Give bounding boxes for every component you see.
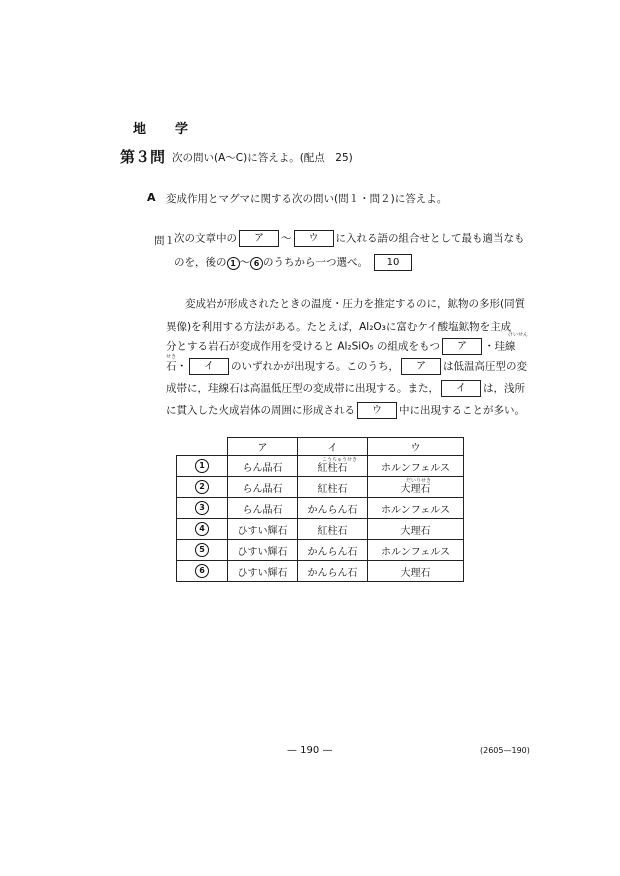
- table-cell: かんらん石: [297, 540, 367, 561]
- passage-line-1: 変成岩が形成されたときの温度・圧力を推定するのに，鉱物の多形(同質: [185, 298, 526, 310]
- option-number: 6: [195, 564, 209, 578]
- table-row: [177, 561, 464, 582]
- options-table: [176, 437, 464, 582]
- table-cell: らん晶石: [228, 456, 298, 477]
- blank-a-box: ア: [442, 338, 482, 355]
- section-letter: A: [147, 191, 156, 204]
- table-cell: 大理石: [367, 561, 463, 582]
- subject-title: 地 学: [133, 122, 197, 137]
- table-row: [177, 477, 464, 498]
- question-label: 問１: [154, 235, 175, 247]
- table-header-a: ア: [228, 438, 298, 456]
- table-cell: ひすい輝石: [228, 519, 298, 540]
- question-instruction: 次の問い(A～C)に答えよ。(配点 25): [172, 152, 353, 164]
- passage-line-5: 成帯に，珪線石は高温低圧型の変成帯に出現する。また， イ は，浅所: [166, 380, 525, 397]
- ruby-seki: せき: [166, 354, 177, 360]
- option-number: 1: [195, 459, 209, 473]
- passage-line-6: に貫入した火成岩体の周囲に形成される ウ 中に出現することが多い。: [166, 402, 525, 419]
- table-corner: [177, 438, 228, 456]
- blank-i-box: イ: [441, 380, 481, 397]
- passage-line-2: 異像)を利用する方法がある。たとえば，Al₂O₃に富むケイ酸塩鉱物を主成: [166, 321, 512, 333]
- option-number: 3: [195, 501, 209, 515]
- blank-u-box: ウ: [294, 230, 334, 247]
- table-cell: らん晶石: [228, 477, 298, 498]
- table-row: [177, 456, 464, 477]
- blank-a-box: ア: [239, 230, 279, 247]
- table-cell: かんらん石: [297, 498, 367, 519]
- table-cell: ひすい輝石: [228, 540, 298, 561]
- table-cell: こうちゅうせき 紅柱石: [297, 456, 367, 477]
- table-cell: 紅柱石: [297, 519, 367, 540]
- circled-number: 1: [227, 257, 240, 270]
- table-row: [177, 519, 464, 540]
- circled-number: 6: [250, 257, 263, 270]
- section-text: 変成作用とマグマに関する次の問い(問１・問２)に答えよ。: [166, 193, 448, 205]
- table-header-i: イ: [297, 438, 367, 456]
- table-row: [177, 498, 464, 519]
- page-code: (2605—190): [480, 746, 530, 755]
- page-number: — 190 —: [287, 745, 333, 756]
- option-number: 2: [195, 480, 209, 494]
- table-header-u: ウ: [367, 438, 463, 456]
- table-cell: らん晶石: [228, 498, 298, 519]
- passage-line-3: 分とする岩石が変成作用を受けると Al₂SiO₅ の組成をもつ ア ・珪線: [166, 338, 516, 355]
- table-cell: ホルンフェルス: [367, 456, 463, 477]
- ruby-keisen: けいせん: [508, 332, 529, 338]
- table-cell: 紅柱石: [297, 477, 367, 498]
- option-number: 4: [195, 522, 209, 536]
- table-cell: ひすい輝石: [228, 561, 298, 582]
- table-cell: 大理石: [367, 519, 463, 540]
- passage-line-4: 石・ イ のいずれかが出現する。このうち， ア は低温高圧型の変: [166, 358, 527, 375]
- question-line-2: のを，後の 1 ～ 6 のうちから一つ選べ。 10: [174, 254, 414, 271]
- question-line-1: 次の文章中の ア ～ ウ に入れる語の組合せとして最も適当なも: [174, 230, 525, 247]
- blank-u-box: ウ: [357, 402, 397, 419]
- table-cell: ホルンフェルス: [367, 498, 463, 519]
- question-number: 第３問: [120, 148, 166, 166]
- table-cell: かんらん石: [297, 561, 367, 582]
- blank-a-box: ア: [401, 358, 441, 375]
- option-number: 5: [195, 543, 209, 557]
- table-cell: だいりせき 大理石: [367, 477, 463, 498]
- blank-i-box: イ: [189, 358, 229, 375]
- table-cell: ホルンフェルス: [367, 540, 463, 561]
- ruby-dairiseki: だいりせき: [405, 478, 431, 484]
- answer-number-box: 10: [374, 254, 412, 271]
- table-row: [177, 540, 464, 561]
- ruby-kochuseki: こうちゅうせき: [321, 457, 357, 463]
